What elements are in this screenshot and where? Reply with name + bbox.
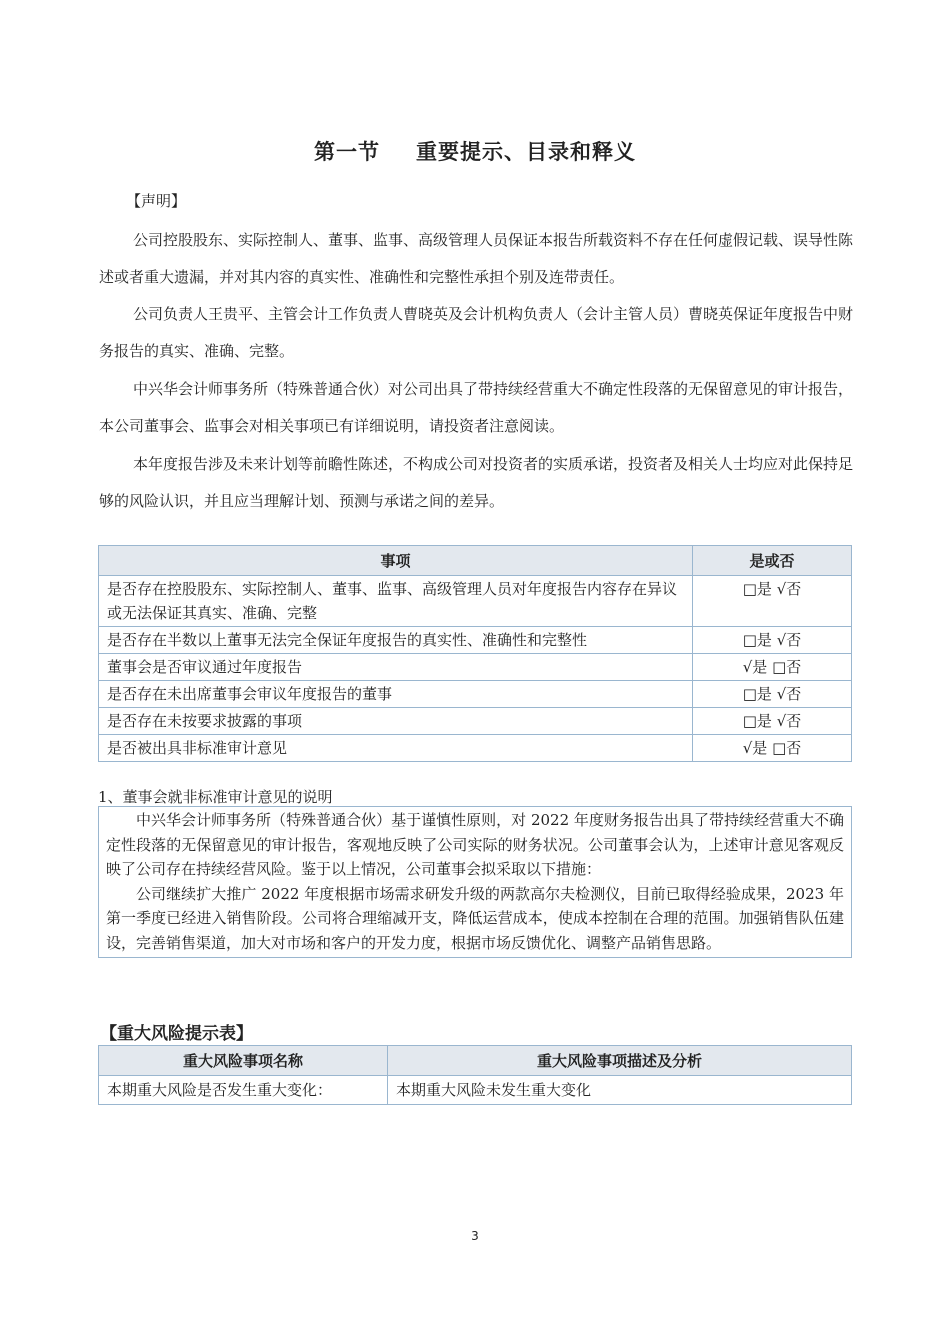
table-row (99, 576, 852, 627)
page-number: 3 (471, 1229, 479, 1243)
table-row (99, 681, 852, 708)
board-note-paragraph: 公司继续扩大推广 2022 年度根据市场需求研发升级的两款高尔夫检测仪，目前已取得经验成果，2023 年第一季度已经进入销售阶段。公司将合理缩减开支，降低运营成本，使成本控制在合理的范围。加强销售队伍建设，完善销售渠道，加大对市场和客户的开发力度，根据市场反馈优化、调整产品销售思路。 (106, 884, 844, 952)
matter-cell: 是否存在控股股东、实际控制人、董事、监事、高级管理人员对年度报告内容存在异议或无法保证其真实、准确、完整 (99, 576, 693, 627)
declaration-paragraph: 本年度报告涉及未来计划等前瞻性陈述，不构成公司对投资者的实质承诺，投资者及相关人士均应对此保持足够的风险认识，并且应当理解计划、预测与承诺之间的差异。 (99, 455, 854, 510)
table-row (99, 627, 852, 654)
table-row (99, 654, 852, 681)
section-number: 第一节 (314, 140, 380, 164)
declaration-paragraph: 公司控股股东、实际控制人、董事、监事、高级管理人员保证本报告所载资料不存在任何虚假记载、误导性陈述或者重大遗漏，并对其内容的真实性、准确性和完整性承担个别及连带责任。 (99, 231, 854, 286)
risk-table-heading: 【重大风险提示表】 (100, 1024, 253, 1044)
answer-cell: □是 √否 (693, 708, 852, 735)
matter-cell: 是否存在半数以上董事无法完全保证年度报告的真实性、准确性和完整性 (99, 627, 693, 654)
risk-table (98, 1045, 852, 1105)
board-note-heading: 1、董事会就非标准审计意见的说明 (98, 788, 333, 806)
table-header-row (99, 1046, 852, 1076)
table-row (99, 1076, 852, 1105)
board-note-paragraph: 中兴华会计师事务所（特殊普通合伙）基于谨慎性原则，对 2022 年度财务报告出具了带持续经营重大不确定性段落的无保留意见的审计报告，客观地反映了公司实际的财务状况。公司董事会认为，上述审计意见客观反映了公司存在持续经营风险。鉴于以上情况，公司董事会拟采取以下措施： (106, 811, 844, 878)
declaration-paragraph: 公司负责人王贵平、主管会计工作负责人曹晓英及会计机构负责人（会计主管人员）曹晓英保证年度报告中财务报告的真实、准确、完整。 (99, 305, 854, 360)
declaration-label: 【声明】 (126, 192, 187, 210)
answer-cell: √是 □否 (693, 735, 852, 762)
board-note-box (98, 806, 852, 958)
matter-cell: 董事会是否审议通过年度报告 (99, 654, 693, 681)
column-header-risk-name: 重大风险事项名称 (99, 1046, 388, 1076)
section-title: 重要提示、目录和释义 (416, 140, 636, 164)
page-title (0, 136, 950, 166)
table-row (99, 708, 852, 735)
risk-name-cell: 本期重大风险是否发生重大变化： (99, 1076, 388, 1105)
answer-cell: □是 √否 (693, 576, 852, 627)
column-header-risk-description: 重大风险事项描述及分析 (388, 1046, 852, 1076)
column-header-matter: 事项 (99, 546, 693, 576)
answer-cell: √是 □否 (693, 654, 852, 681)
answer-cell: □是 √否 (693, 681, 852, 708)
answer-cell: □是 √否 (693, 627, 852, 654)
matter-cell: 是否被出具非标准审计意见 (99, 735, 693, 762)
matter-cell: 是否存在未按要求披露的事项 (99, 708, 693, 735)
matters-table (98, 545, 852, 762)
matter-cell: 是否存在未出席董事会审议年度报告的董事 (99, 681, 693, 708)
table-header-row (99, 546, 852, 576)
risk-description-cell: 本期重大风险未发生重大变化 (388, 1076, 852, 1105)
table-row (99, 735, 852, 762)
column-header-yes-no: 是或否 (693, 546, 852, 576)
declaration-paragraph: 中兴华会计师事务所（特殊普通合伙）对公司出具了带持续经营重大不确定性段落的无保留意见的审计报告，本公司董事会、监事会对相关事项已有详细说明，请投资者注意阅读。 (99, 380, 854, 435)
